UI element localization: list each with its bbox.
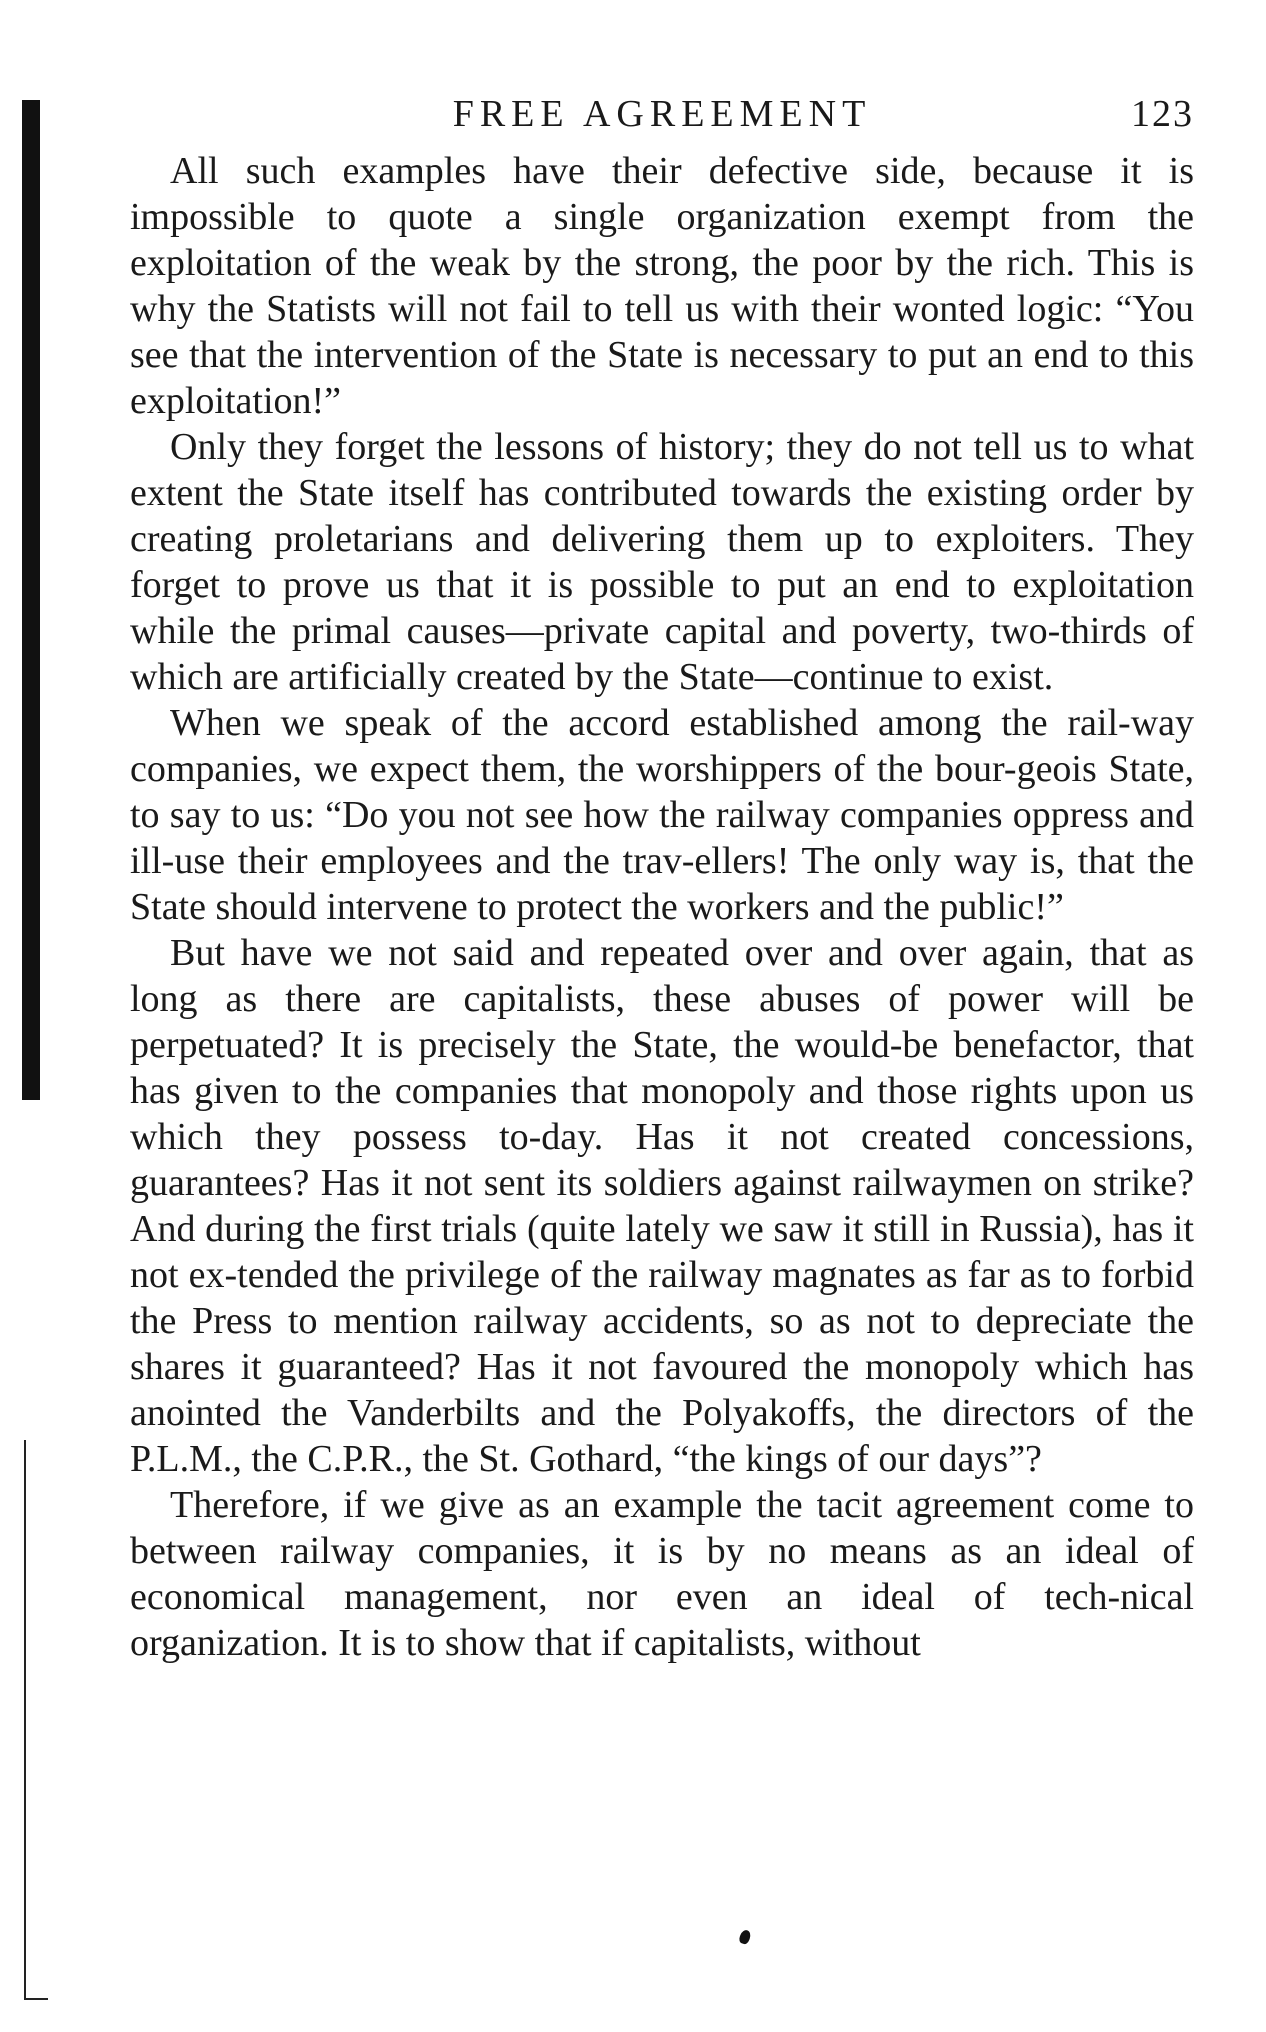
page-number: 123 [1131, 93, 1194, 135]
book-page [130, 92, 1194, 1666]
paragraph: When we speak of the accord established among the rail-way companies, we expect them, the worshippers of the bour-geois State, to say to us: “Do you not see how the railway companies oppress and ill-use their employees and the trav-ellers! The only way is, that the State should intervene to protect the workers and the public!” [130, 702, 1194, 928]
paragraph: All such examples have their defective side, because it is impossible to quote a single organization exempt from the exploitation of the weak by the strong, the poor by the rich. This is why the Statists will not fail to tell us with their wonted logic: “You see that the intervention of the State is necessary to put an end to this exploitation!” [130, 150, 1194, 422]
running-title: FREE AGREEMENT [452, 93, 872, 135]
ink-mark [738, 1929, 752, 1946]
binding-edge [22, 100, 40, 1100]
binding-line [24, 1440, 26, 2000]
body-text [130, 148, 1194, 1666]
paragraph: Therefore, if we give as an example the tacit agreement come to between railway companies, it is by no means as an ideal of economical management, nor even an ideal of tech-nical organization. It is to show that if capitalists, without [130, 1484, 1194, 1664]
binding-foot [24, 1998, 48, 2000]
paragraph: Only they forget the lessons of history; they do not tell us to what extent the State itself has contributed towards the existing order by creating proletarians and delivering them up to exploiters. They forget to prove us that it is possible to put an end to exploitation while the primal causes—private capital and poverty, two-thirds of which are artificially created by the State—continue to exist. [130, 426, 1194, 698]
running-head [130, 92, 1194, 148]
paragraph: But have we not said and repeated over and over again, that as long as there are capitalists, these abuses of power will be perpetuated? It is precisely the State, the would-be benefactor, that has given to the companies that monopoly and those rights upon us which they possess to-day. Has it not created concessions, guarantees? Has it not sent its soldiers against railwaymen on strike? And during the first trials (quite lately we saw it still in Russia), has it not ex-tended the privilege of the railway magnates as far as to forbid the Press to mention railway accidents, so as not to depreciate the shares it guaranteed? Has it not favoured the monopoly which has anointed the Vanderbilts and the Polyakoffs, the directors of the P.L.M., the C.P.R., the St. Gothard, “the kings of our days”? [130, 932, 1194, 1480]
